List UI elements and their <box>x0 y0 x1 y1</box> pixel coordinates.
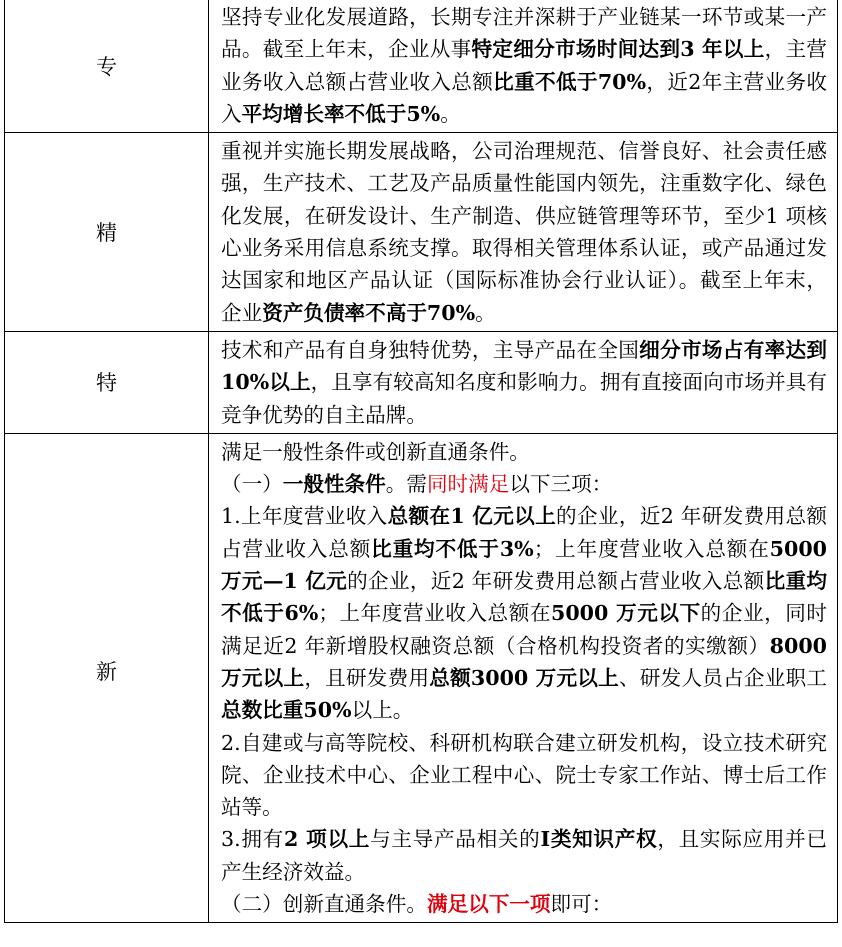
paragraph <box>221 436 827 468</box>
body-text: ，且研发费用 <box>304 665 430 690</box>
body-text: 。需 <box>385 472 427 497</box>
body-text: 2.自建或与高等院校、科研机构联合建立研发机构，设立技术研究院、企业技术中心、企业工程中心、院士专家工作站、博士后工作站等。 <box>221 730 827 820</box>
body-text: 以下三项： <box>509 472 613 497</box>
body-text: 的企业，同时满足近2 年新增股权融资总额（合格机构投资者的实缴额） <box>221 601 828 658</box>
body-text: 的企业，近2 年研发费用总额占营业收入总额 <box>221 504 827 561</box>
emphasis-text: 总数比重50% <box>221 698 352 723</box>
body-text: （二）创新直通条件。 <box>221 892 427 917</box>
emphasis-text: 2 项以上 <box>283 827 371 852</box>
body-text: 同时满足 <box>426 472 510 497</box>
emphasis-text: I类知识产权 <box>540 827 658 852</box>
emphasis-text: 平均增长率不低于5% <box>241 101 441 126</box>
row-key: 精 <box>5 133 209 332</box>
paragraph <box>221 727 827 824</box>
body-text: 即可： <box>550 892 613 917</box>
paragraph <box>221 468 827 500</box>
body-text: ；上年度营业收入总额在 <box>318 601 552 626</box>
row-key: 特 <box>5 331 209 433</box>
body-text: 满足一般性条件或创新直通条件。 <box>221 439 530 464</box>
paragraph <box>221 500 827 726</box>
emphasis-text: 比重均不低于6% <box>221 569 828 626</box>
row-zhuan <box>5 0 838 133</box>
body-text: ，主营业务收入总额占营业收入总额 <box>221 37 827 94</box>
body-text: （一） <box>221 472 283 497</box>
row-te <box>5 331 838 433</box>
emphasis-text: 总额3000 万元以上 <box>429 665 619 690</box>
emphasis-text: 一般性条件 <box>282 472 386 497</box>
body-text: 。 <box>475 300 496 325</box>
body-text: ，且实际应用并已产生经济效益。 <box>221 827 828 884</box>
emphasis-text: 比重不低于70% <box>493 69 647 94</box>
body-text: 以上。 <box>351 698 414 723</box>
row-content <box>209 133 838 332</box>
row-key: 专 <box>5 0 209 133</box>
criteria-table <box>4 0 838 923</box>
emphasis-text: 5000 万元以下 <box>551 601 701 626</box>
emphasis-text: 总额在1 亿元以上 <box>387 504 557 529</box>
emphasis-text: 资产负债率不高于70% <box>262 300 476 325</box>
row-content <box>209 433 838 922</box>
body-text: 、研发人员占企业职工 <box>618 665 828 690</box>
paragraph <box>221 888 827 920</box>
body-text: 。 <box>440 101 461 126</box>
emphasis-text: 满足以下一项 <box>426 892 551 917</box>
body-text: ；上年度营业收入总额在 <box>533 536 770 561</box>
emphasis-text: 5000 万元—1 亿元 <box>221 536 827 594</box>
paragraph <box>221 823 827 888</box>
emphasis-text: 特定细分市场时间达到3 年以上 <box>471 37 765 62</box>
body-text: 重视并实施长期发展战略，公司治理规范、信誉良好、社会责任感强，生产技术、工艺及产品质量性能国内领先，注重数字化、绿色化发展，在研发设计、生产制造、供应链管理等环节，至少1 项核心业务采用信息系统支撑。取得相关管理体系认证，或产品通过发达国家和地区产品认证（国际标准协会行业认证）。截至上年末，企业 <box>221 139 827 325</box>
row-jing <box>5 133 838 332</box>
row-content <box>209 0 838 133</box>
body-text: ，且享有较高知名度和影响力。拥有直接面向市场并具有竞争优势的自主品牌。 <box>221 370 827 427</box>
row-key: 新 <box>5 433 209 922</box>
body-text: 3.拥有 <box>221 827 284 852</box>
body-text: 技术和产品有自身独特优势，主导产品在全国 <box>221 337 640 362</box>
emphasis-text: 比重均不低于3% <box>371 536 534 561</box>
row-xin <box>5 433 838 922</box>
body-text: ，近2年主营业务收入 <box>221 69 827 126</box>
body-text: 坚持专业化发展道路，长期专注并深耕于产业链某一环节或某一产品。截至上年末，企业从事 <box>221 5 827 62</box>
body-text: 1.上年度营业收入 <box>221 504 388 529</box>
body-text: 的企业，近2 年研发费用总额占营业收入总额 <box>347 569 765 594</box>
emphasis-text: 细分市场占有率达到10%以上 <box>221 337 828 395</box>
row-content <box>209 331 838 433</box>
emphasis-text: 8000 万元以上 <box>221 633 827 690</box>
body-text: 与主导产品相关的 <box>370 827 541 852</box>
